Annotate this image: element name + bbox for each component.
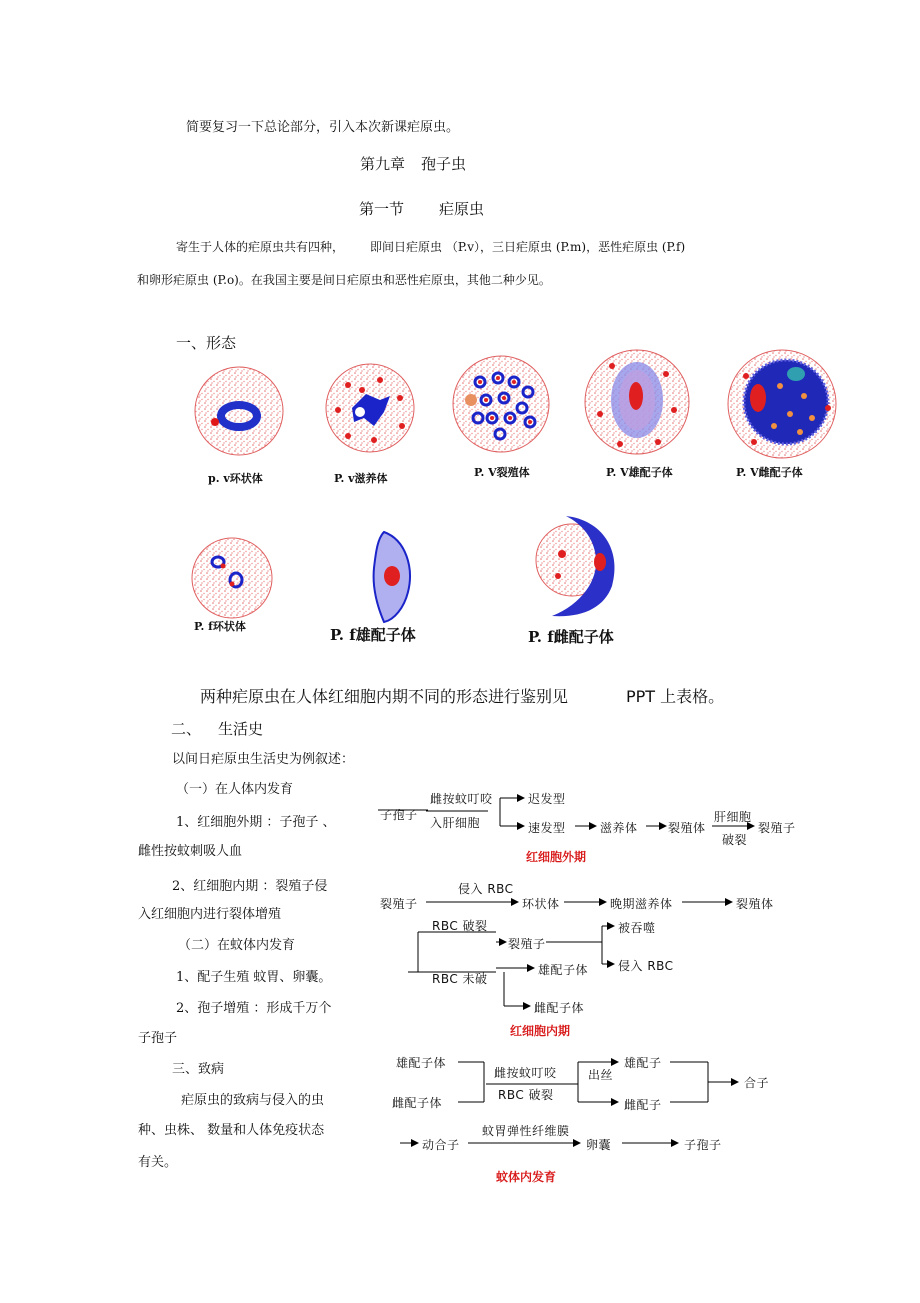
d2-rbc-rupture: RBC 破裂 [432, 919, 488, 933]
d1-trophozoite: 滋养体 [600, 821, 638, 835]
section-number: 第一节 [359, 200, 405, 218]
d1-merozoite: 裂殖子 [758, 821, 796, 835]
life-rbc-out-a: 1、红细胞外期 ：子孢子 、 [176, 815, 336, 830]
erythrocytic-arrows [378, 876, 798, 1042]
d2-invade-rbc: 侵入 RBC [458, 882, 514, 896]
d3-oocyst: 卵囊 [586, 1138, 612, 1152]
pv-female-gametocyte-figure [724, 346, 844, 482]
d2-rbc-intact: RBC 未破 [432, 972, 488, 986]
pathogen-c: 有关。 [138, 1155, 178, 1170]
pv-male-gametocyte-figure [582, 344, 694, 480]
d3-female-gam: 雌配子体 [392, 1096, 443, 1110]
pf-male-gametocyte-image [328, 528, 446, 624]
pathogen-a: 疟原虫的致病与侵入的虫 [181, 1093, 325, 1108]
pv-ring-caption: p. v环状体 [208, 472, 263, 485]
life-rbc-out-b: 雌性按蚊刺吸人血 [138, 844, 243, 859]
pf-ring-caption: P. f环状体 [194, 620, 246, 633]
d2-merozoite: 裂殖子 [380, 897, 418, 911]
d2-female-gam: 雌配子体 [534, 1001, 585, 1015]
d2-phagocytosed: 被吞噬 [618, 921, 656, 935]
life-sporogony-b: 子孢子 [138, 1031, 178, 1046]
pf-ring-image [182, 536, 282, 620]
life-human: （一）在人体内发育 [176, 782, 294, 797]
d3-male-gam: 雄配子体 [396, 1056, 447, 1070]
morph-compare: 两种疟原虫在人体红细胞内期不同的形态进行鉴别见 [200, 687, 569, 706]
life-mosquito: （二）在蚊体内发育 [178, 938, 296, 953]
pathogen-heading: 三、致病 [172, 1062, 225, 1077]
d3-title: 蚊体内发育 [496, 1170, 557, 1184]
d3-ookinete: 动合子 [422, 1138, 460, 1152]
pv-trophozoite-figure [318, 360, 428, 486]
pv-female-gametocyte-caption: P. V雌配子体 [736, 466, 803, 479]
d1-enter-liver: 入肝细胞 [430, 816, 481, 830]
d2-title: 红细胞内期 [510, 1024, 571, 1038]
pf-female-gametocyte-figure [522, 510, 652, 650]
d1-rupture: 破裂 [722, 833, 748, 847]
pf-male-gametocyte-figure [328, 528, 446, 646]
life-sporogony-a: 2、孢子增殖 ：形成千万个 [176, 1001, 332, 1016]
d3-male-gamete: 雄配子 [624, 1056, 662, 1070]
pv-schizont-image [450, 352, 560, 462]
morph-compare-ppt: PPT 上表格。 [626, 687, 725, 706]
d2-schizont: 裂殖体 [736, 897, 774, 911]
section-title: 疟原虫 [439, 200, 485, 218]
d1-title: 红细胞外期 [526, 850, 587, 864]
mosquito-diagram [378, 1050, 798, 1190]
life-gametogony: 1、配子生殖 蚊胃、卵囊。 [176, 970, 332, 985]
life-rbc-in-b: 入红细胞内进行裂体增殖 [138, 907, 282, 922]
pv-schizont-figure [450, 352, 560, 482]
d3-stomach: 蚊胃弹性纤维膜 [482, 1124, 570, 1138]
life-intro: 以间日疟原虫生活史为例叙述： [172, 752, 355, 767]
species-p1: 寄生于人体的疟原虫共有四种， [176, 240, 345, 254]
pf-ring-figure [182, 536, 282, 634]
species-p3: 和卵形疟原虫 (P.o)。在我国主要是间日疟原虫和恶性疟原虫，其他二种少见。 [137, 273, 551, 287]
d1-delayed: 迟发型 [528, 792, 566, 806]
d3-sporozoite: 子孢子 [684, 1138, 722, 1152]
intro-text: 简要复习一下总论部分，引入本次新课疟原虫。 [186, 120, 460, 135]
d1-schizont: 裂殖体 [668, 821, 706, 835]
d1-rapid: 速发型 [528, 821, 566, 835]
d2-invade-rbc2: 侵入 RBC [618, 959, 674, 973]
species-p2: 即间日疟原虫 （P.v），三日疟原虫 (P.m)，恶性疟原虫 (P.f) [370, 240, 686, 254]
d1-bite: 雌按蚊叮咬 [430, 792, 493, 806]
life-rbc-in-a: 2、红细胞内期 ：裂殖子侵 [172, 879, 328, 894]
life-heading: 生活史 [218, 720, 264, 738]
erythrocytic-diagram [378, 876, 798, 1042]
pv-ring-figure [186, 366, 296, 486]
pv-male-gametocyte-image [582, 344, 694, 458]
d2-male-gam: 雄配子体 [538, 963, 589, 977]
pf-female-gametocyte-caption: P. f雌配子体 [528, 628, 614, 646]
d2-merozoite2: 裂殖子 [508, 937, 546, 951]
pv-schizont-caption: P. V裂殖体 [474, 466, 530, 479]
life-heading-num: 二、 [171, 720, 202, 738]
d3-rbc-rupture: RBC 破裂 [498, 1088, 554, 1102]
pv-ring-image [186, 366, 296, 466]
d3-zygote: 合子 [744, 1076, 770, 1090]
d1-liver-cell: 肝细胞 [714, 810, 752, 824]
pf-female-gametocyte-image [522, 510, 652, 622]
pf-male-gametocyte-caption: P. f雄配子体 [330, 626, 416, 644]
d1-sporozoite: 子孢子 [380, 808, 418, 822]
d3-bite: 雌按蚊叮咬 [494, 1066, 557, 1080]
morph-heading: 一、形态 [176, 334, 237, 352]
pathogen-b: 种、虫株、 数量和人体免疫状态 [138, 1123, 325, 1138]
pv-female-gametocyte-image [724, 346, 844, 462]
pv-male-gametocyte-caption: P. V雄配子体 [606, 466, 673, 479]
d2-late-troph: 晚期滋养体 [610, 897, 673, 911]
exo-erythrocytic-diagram [378, 780, 798, 870]
d2-ring: 环状体 [522, 897, 560, 911]
pv-trophozoite-caption: P. v滋养体 [334, 472, 388, 485]
chapter-title: 孢子虫 [421, 155, 467, 173]
pv-trophozoite-image [318, 360, 428, 470]
d3-female-gamete: 雌配子 [624, 1098, 662, 1112]
d3-exflag: 出丝 [588, 1068, 614, 1082]
chapter-number: 第九章 [360, 155, 406, 173]
